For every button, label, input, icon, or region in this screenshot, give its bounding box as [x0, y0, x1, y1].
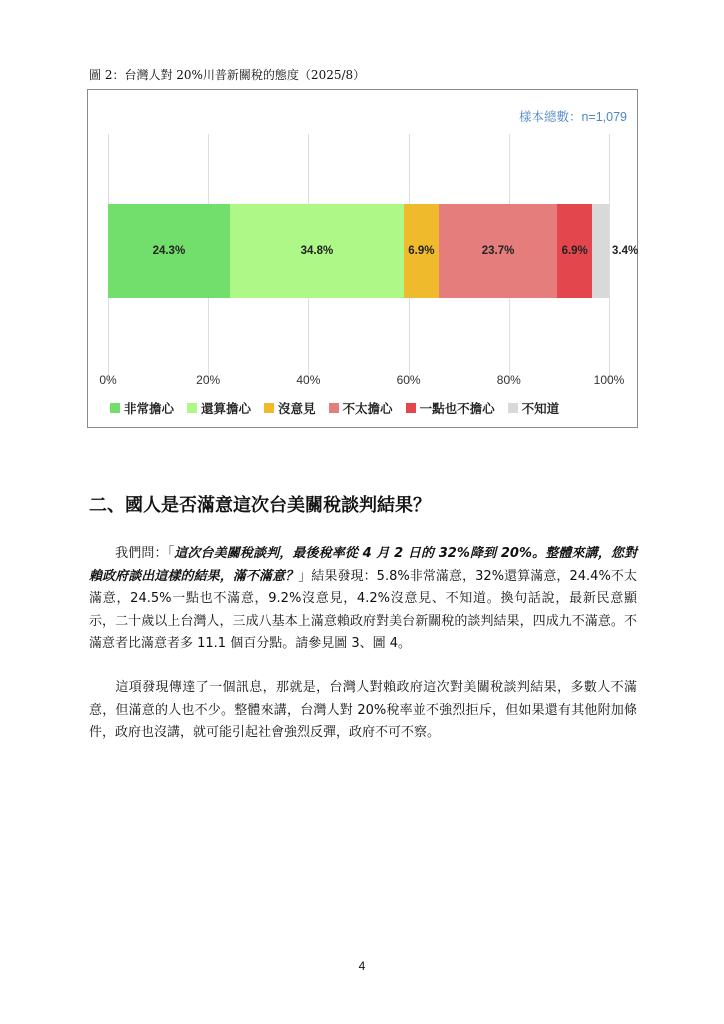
bar-segment: [404, 204, 439, 298]
bar-segment: [557, 204, 592, 298]
gridline: [609, 134, 610, 384]
legend-item: [329, 399, 393, 417]
x-tick-label: 60%: [396, 373, 421, 387]
legend-label: 一點也不擔心: [419, 401, 495, 416]
legend-label: 不知道: [521, 401, 560, 416]
x-tick-label: 0%: [99, 373, 117, 387]
sample-size-note: 樣本總數：n=1,079: [518, 110, 627, 124]
question-close: 」: [298, 568, 312, 584]
page-number: 4: [358, 959, 366, 973]
data-label: 34.8%: [300, 245, 334, 257]
legend-label: 沒意見: [278, 401, 316, 416]
legend-item: [110, 399, 174, 417]
data-label: 24.3%: [152, 245, 186, 257]
legend-swatch: [264, 403, 274, 413]
bar-segment: [230, 204, 404, 298]
legend-swatch: [187, 403, 197, 413]
chart-legend: [110, 399, 572, 417]
paragraph-1: [89, 543, 637, 656]
findings-text: 結果發現：5.8%非常滿意，32%還算滿意，24.4%不太滿意，24.5%一點也不滿意，9.2%沒意見，4.2%沒意見、不知道。換句話說，最新民意顯示，二十歲以上台灣人，三成八基本上滿意賴政府對美台新關稅的談判結果，四成九不滿意。不滿意者比滿意者多 11.1 個百分點。請參見圖 3、圖 4。: [89, 568, 637, 651]
data-label: 6.9%: [408, 245, 435, 257]
stacked-bar-chart: [87, 89, 638, 428]
bar-segment: [108, 204, 230, 298]
legend-swatch: [508, 403, 518, 413]
question-intro: 我們問：「: [115, 546, 175, 561]
section-heading: 二、國人是否滿意這次台美關稅談判結果？: [89, 495, 431, 516]
x-tick-label: 100%: [593, 373, 625, 387]
bar-segment: [439, 204, 558, 298]
x-tick-label: 80%: [496, 373, 521, 387]
legend-swatch: [329, 403, 339, 413]
figure-caption: 圖 2：台灣人對 20%川普新關稅的態度（2025/8）: [89, 68, 366, 82]
x-tick-label: 40%: [296, 373, 321, 387]
survey-question: 這次台美關稅談判，最後稅率從 4 月 2 日的 32%降到 20%。整體來講，您對賴政府談出這樣的結果，滿不滿意？: [89, 546, 637, 584]
legend-item: [406, 399, 495, 417]
bar-segment: [592, 204, 609, 298]
legend-swatch: [110, 403, 120, 413]
legend-item: [187, 399, 251, 417]
legend-label: 還算擔心: [201, 401, 252, 416]
legend-item: [508, 399, 560, 417]
legend-label: 不太擔心: [342, 401, 393, 416]
data-label: 23.7%: [481, 245, 515, 257]
paragraph-2: [89, 677, 637, 745]
legend-label: 非常擔心: [124, 401, 175, 416]
x-tick-label: 20%: [196, 373, 221, 387]
legend-item: [264, 399, 316, 417]
conclusion-text: 這項發現傳達了一個訊息，那就是，台灣人對賴政府這次對美關稅談判結果，多數人不滿意，但滿意的人也不少。整體來講，台灣人對 20%稅率並不強烈拒斥，但如果還有其他附加條件，政府也沒講，就可能引起社會強烈反彈，政府不可不察。: [89, 680, 637, 740]
bar-track: [108, 204, 639, 298]
legend-swatch: [406, 403, 416, 413]
data-label: 6.9%: [561, 245, 588, 257]
data-label-outside: [612, 204, 638, 298]
data-label: 3.4%: [612, 245, 639, 257]
